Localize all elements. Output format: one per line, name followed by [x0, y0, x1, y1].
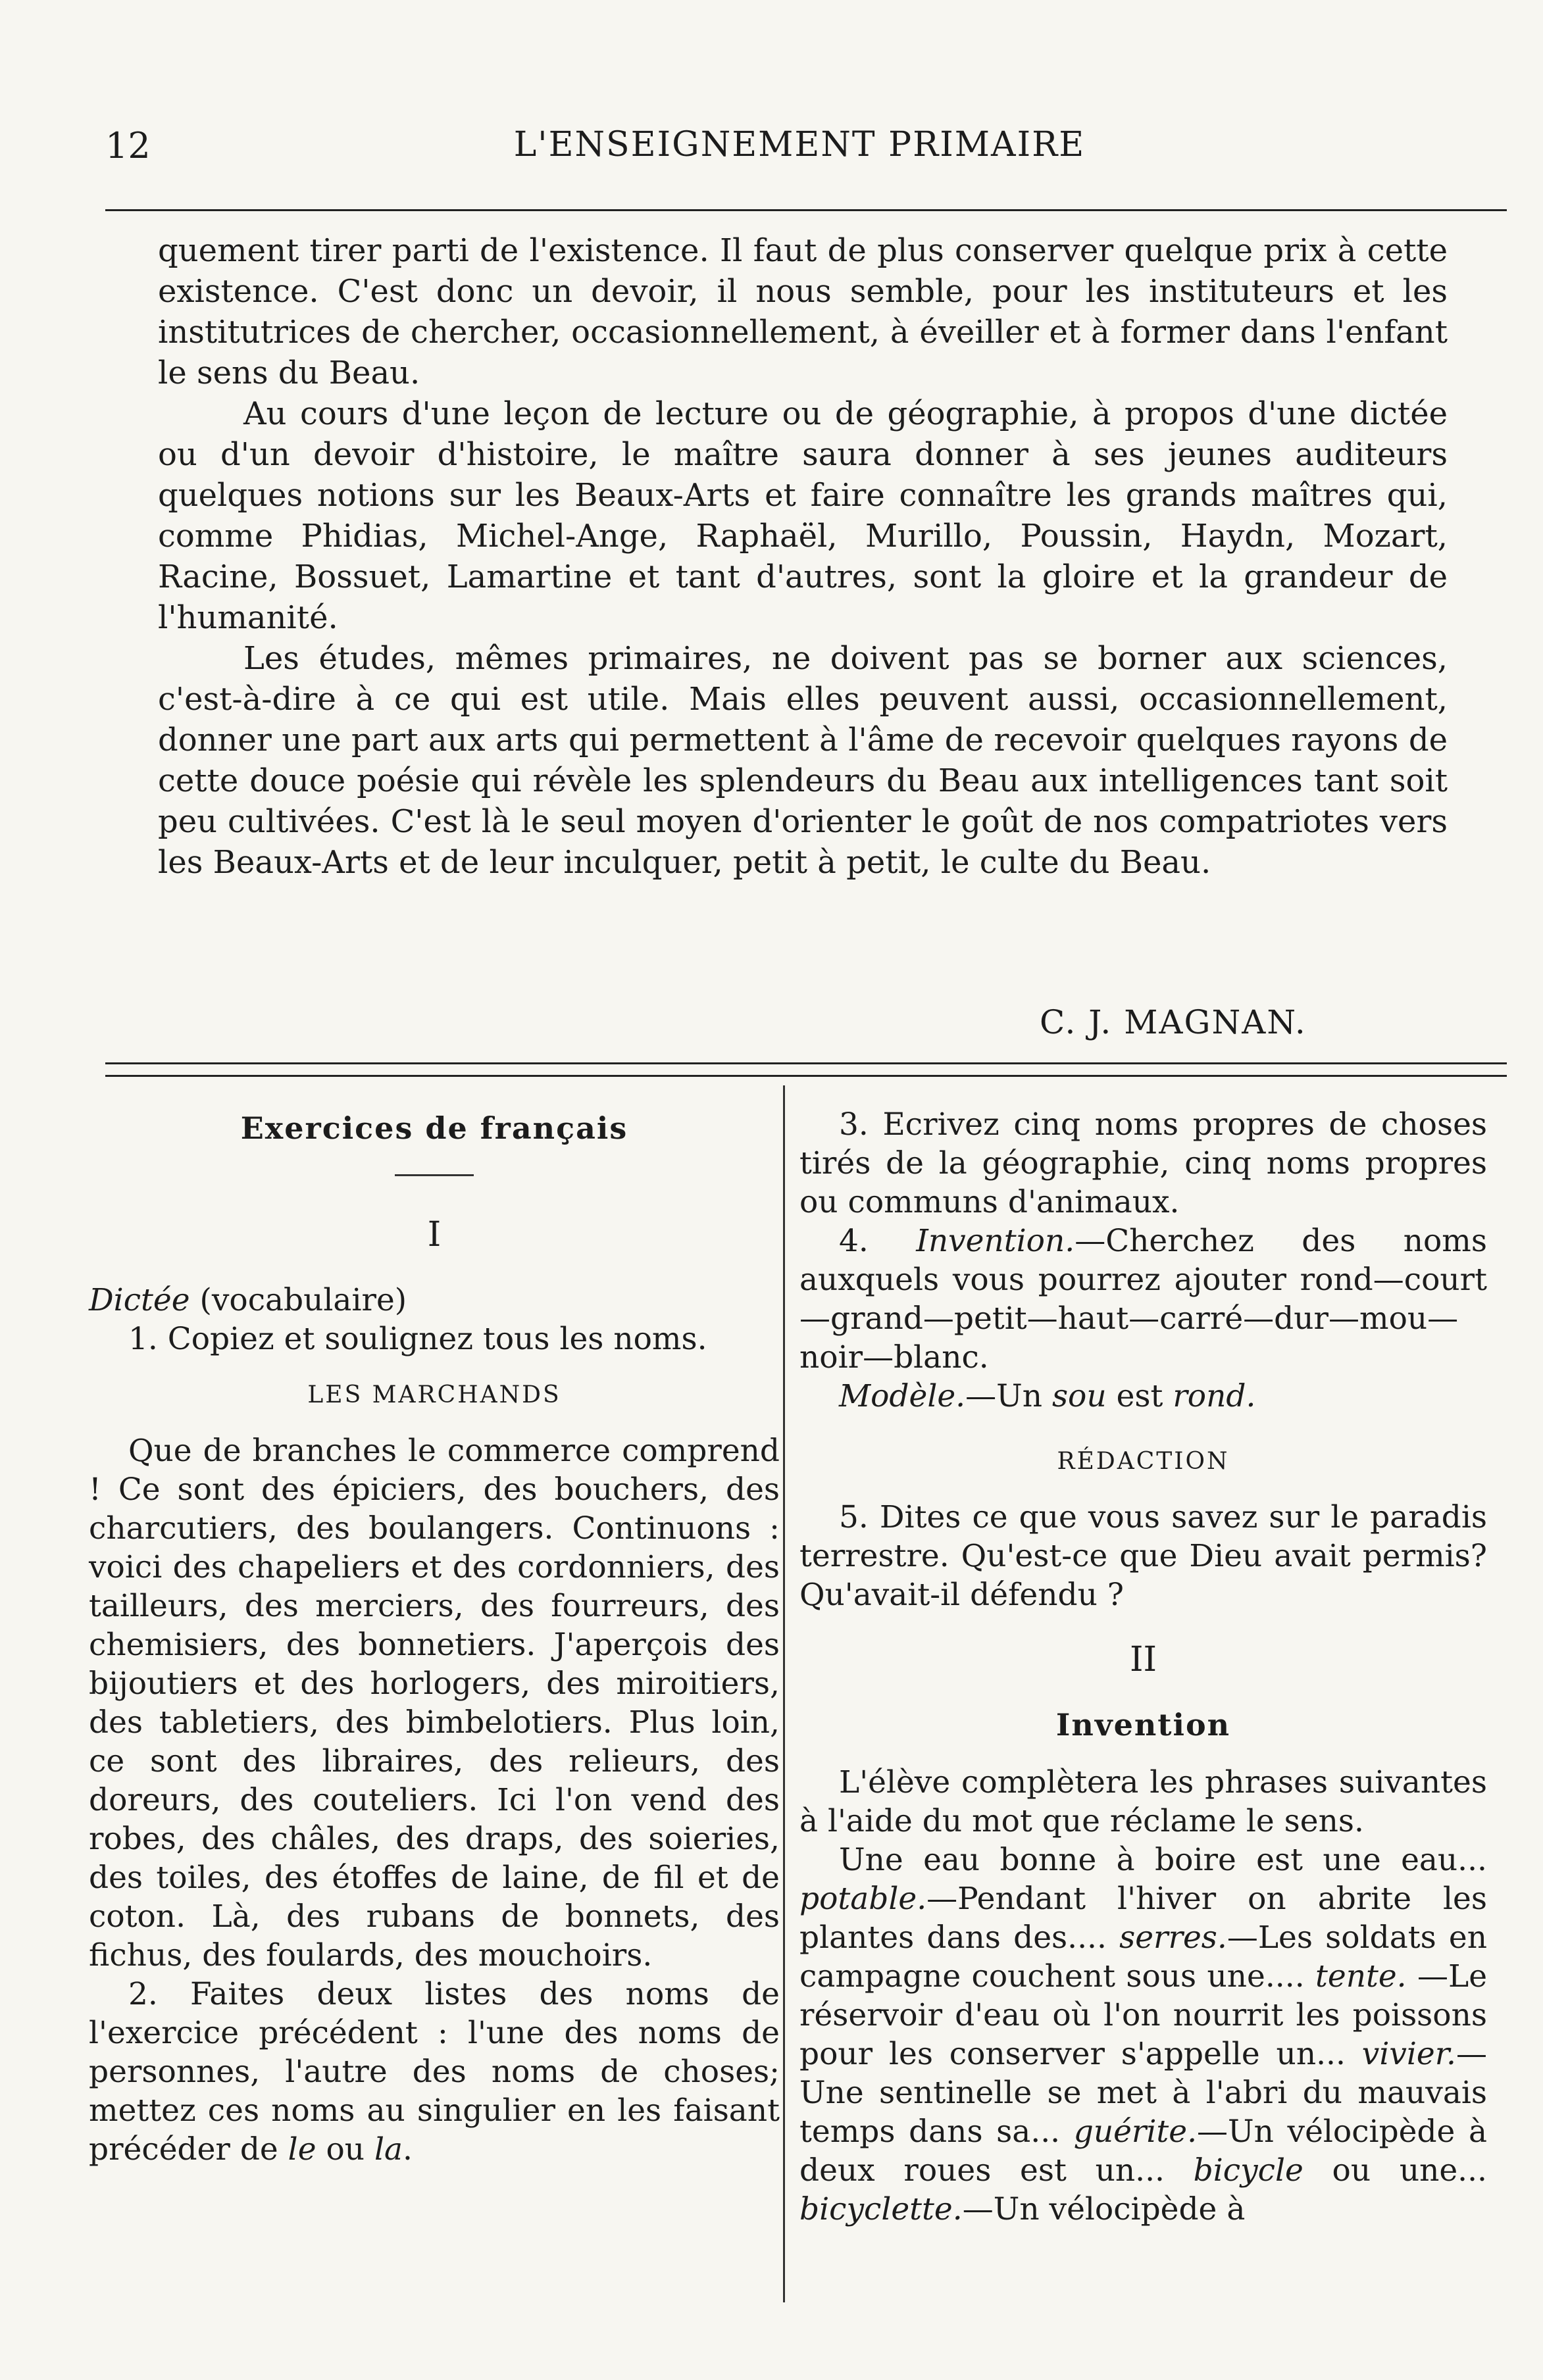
- answer-5: guérite.: [1073, 2114, 1198, 2150]
- exercise-2-end: .: [403, 2131, 413, 2168]
- model-word-rond: rond.: [1173, 1378, 1256, 1414]
- section-divider-top: [105, 1062, 1507, 1064]
- exercise-4-text: —Cherchez des noms auxquels vous pourrez ajouter rond—court—grand—petit—haut—carré—dur—mou—noir—blanc.: [799, 1223, 1487, 1376]
- exercise-2-text: 2. Faites deux listes des noms de l'exercice précédent : l'une des noms de personnes, l'autre des noms de choses; mettez ces noms au singulier en les faisant précéder de: [89, 1976, 780, 2168]
- article-le: le: [288, 2131, 316, 2168]
- answer-4: vivier.: [1361, 2036, 1456, 2072]
- answer-1: potable.: [799, 1881, 927, 1917]
- section-number-1: I: [427, 1215, 442, 1254]
- model-text-b: est: [1106, 1378, 1173, 1414]
- intro-article: [158, 230, 1448, 883]
- header-rule: [105, 209, 1507, 211]
- invention-sentences: [799, 1841, 1487, 2229]
- exercise-1: 1. Copiez et soulignez tous les noms.: [128, 1321, 707, 1357]
- model-word-sou: sou: [1051, 1378, 1107, 1414]
- dictee-subtitle: [89, 1281, 780, 1320]
- right-column: [799, 1105, 1487, 2229]
- dictee-label: Dictée: [89, 1282, 190, 1318]
- intro-paragraph-3: Les études, mêmes primaires, ne doivent pas se borner aux sciences, c'est-à-dire à ce qui est utile. Mais elles peuvent aussi, occasionnellement, donner une part aux arts qui permettent à l'âme de recevoir quelques rayons de cette douce poésie qui révèle les splendeurs du Beau aux intelligences tant soit peu cultivées. C'est là le seul moyen d'orienter le goût de nos compatriotes vers les Beaux-Arts et de leur inculquer, petit à petit, le culte du Beau.: [158, 640, 1448, 881]
- exercise-4: [799, 1222, 1487, 1377]
- exercise-4-label: Invention.: [916, 1223, 1075, 1259]
- sentence-4: —Le réservoir d'eau où l'on nourrit les poissons pour les conserver s'appelle un...: [799, 1958, 1488, 2072]
- exercise-4-number: 4.: [839, 1223, 917, 1259]
- left-column: [89, 1105, 780, 2169]
- text-heading: LES MARCHANDS: [307, 1381, 561, 1408]
- model-text-a: —Un: [965, 1378, 1052, 1414]
- sentence-5: —Une sentinelle se met à l'abri du mauvais temps dans sa...: [799, 2036, 1487, 2150]
- answer-7: bicyclette.: [799, 2191, 963, 2227]
- dictee-suffix: (vocabulaire): [190, 1282, 407, 1318]
- intro-paragraph-2: Au cours d'une leçon de lecture ou de géographie, à propos d'une dictée ou d'un devoir d'histoire, le maître saura donner à ses jeunes auditeurs quelques notions sur les Beaux-Arts et faire connaître les grands maîtres qui, comme Phidias, Michel-Ange, Raphaël, Murillo, Poussin, Haydn, Mozart, Racine, Bossuet, Lamartine et tant d'autres, sont la gloire et la grandeur de l'humanité.: [158, 395, 1448, 636]
- section-number-2: II: [1129, 1640, 1157, 1679]
- author-signature: C. J. MAGNAN.: [1040, 1003, 1307, 1041]
- section-divider-bottom: [105, 1075, 1507, 1077]
- invention-title: Invention: [1055, 1707, 1231, 1743]
- section-title: Exercices de français: [240, 1110, 628, 1146]
- invention-instruction: L'élève complètera les phrases suivantes à l'aide du mot que réclame le sens.: [799, 1764, 1487, 1839]
- sentence-1: Une eau bonne à boire est une eau...: [839, 1842, 1487, 1878]
- sentence-6: —Un vélocipède à deux roues est un...: [799, 2114, 1487, 2189]
- running-title: L'ENSEIGNEMENT PRIMAIRE: [513, 125, 1086, 164]
- model-label: Modèle.: [839, 1378, 966, 1414]
- answer-2: serres.: [1119, 1920, 1227, 1956]
- exercise-2: [89, 1975, 780, 2169]
- short-rule: [395, 1174, 474, 1176]
- page-number: 12: [105, 125, 151, 166]
- exercise-2-or: ou: [316, 2131, 374, 2168]
- article-la: la: [374, 2131, 403, 2168]
- sentence-8: —Un vélocipède à: [962, 2191, 1246, 2227]
- page-header: [105, 125, 1494, 191]
- intro-paragraph-1: quement tirer parti de l'existence. Il faut de plus conserver quelque prix à cette existence. C'est donc un devoir, il nous semble, pour les instituteurs et les institutrices de chercher, occasionnellement, à éveiller et à former dans l'enfant le sens du Beau.: [158, 232, 1448, 391]
- model-line: [799, 1377, 1487, 1416]
- exercise-5: 5. Dites ce que vous savez sur le paradis terrestre. Qu'est-ce que Dieu avait permis? Qu'avait-il défendu ?: [799, 1499, 1487, 1613]
- sentence-2: —Pendant l'hiver on abrite les plantes dans des....: [799, 1881, 1487, 1956]
- sentence-3: —Les soldats en campagne couchent sous une....: [799, 1920, 1487, 1995]
- column-divider: [783, 1085, 785, 2302]
- sentence-7: ou une...: [1303, 2152, 1488, 2189]
- dictee-text: Que de branches le commerce comprend ! Ce sont des épiciers, des bouchers, des charcutiers, des boulangers. Continuons : voici des chapeliers et des cordonniers, des tailleurs, des merciers, des fourreurs, des chemisiers, des bonnetiers. J'aperçois des bijoutiers et des horlogers, des miroitiers, des tabletiers, des bimbelotiers. Plus loin, ce sont des libraires, des relieurs, des doreurs, des couteliers. Ici l'on vend des robes, des châles, des draps, des soieries, des toiles, des étoffes de laine, de fil et de coton. Là, des rubans de bonnets, des fichus, des foulards, des mouchoirs.: [89, 1433, 780, 1973]
- redaction-heading: RÉDACTION: [1057, 1448, 1230, 1475]
- answer-3: tente.: [1315, 1958, 1407, 1995]
- exercise-3: 3. Ecrivez cinq noms propres de choses tirés de la géographie, cinq noms propres ou communs d'animaux.: [799, 1106, 1487, 1220]
- answer-6: bicycle: [1193, 2152, 1303, 2189]
